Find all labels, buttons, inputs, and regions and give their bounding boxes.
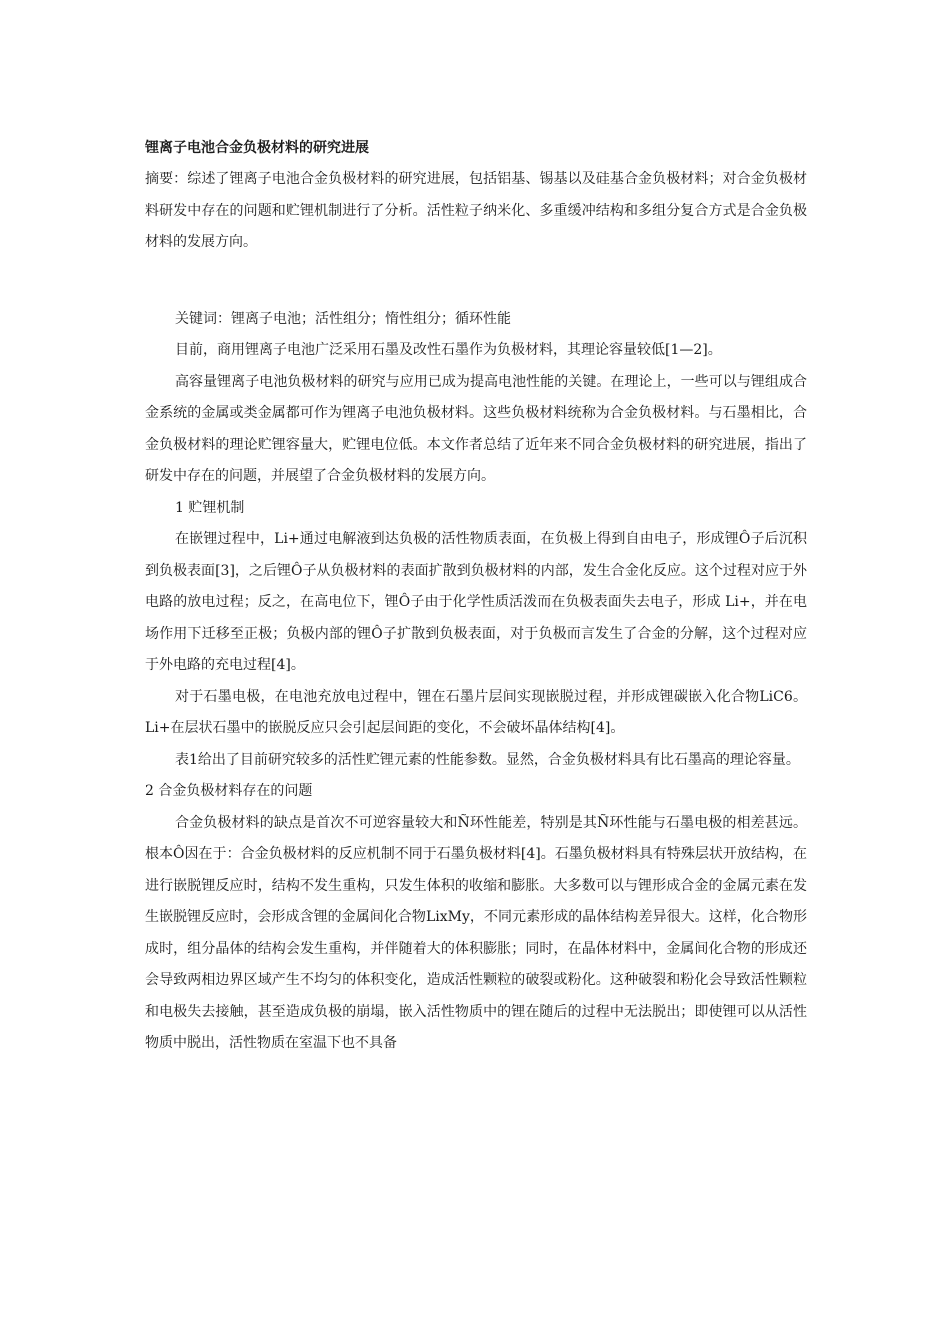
document-title: 锂离子电池合金负极材料的研究进展: [145, 140, 369, 156]
section-heading-problems: 2 合金负极材料存在的问题: [145, 783, 313, 799]
paragraph-intro: 目前，商用锂离子电池广泛采用石墨及改性石墨作为负极材料，其理论容量较低[1—2]。: [175, 342, 722, 358]
paragraph-graphite: 对于石墨电极，在电池充放电过程中，锂在石墨片层间实现嵌脱过程，并形成锂碳嵌入化合物LiC6。Li+在层状石墨中的嵌脱反应只会引起层间距的变化，不会破坏晶体结构[4]。: [145, 688, 807, 736]
section-heading-storage-mechanism: 1 贮锂机制: [175, 499, 245, 516]
paragraph-table-ref: 表1给出了目前研究较多的活性贮锂元素的性能参数。显然，合金负极材料具有比石墨高的理论容量。: [175, 751, 800, 768]
document-page: [145, 138, 807, 1060]
keywords-line: 关键词：锂离子电池；活性组分；惰性组分；循环性能: [175, 310, 511, 327]
paragraph-lithiation: 在嵌锂过程中，Li+通过电解液到达负极的活性物质表面，在负极上得到自由电子，形成锂Ô子后沉积到负极表面[3]，之后锂Ô子从负极材料的表面扩散到负极材料的内部，发生合金化反应。这个过程对应于外电路的放电过程；反之，在高电位下，锂Ô子由于化学性质活泼而在负极表面失去电子，形成 Li+，并在电场作用下迁移至正极；负极内部的锂Ô子扩散到负极表面，对于负极而言发生了合金的分解，这个过程对应于外电路的充电过程[4]。: [145, 531, 807, 673]
paragraph-background: 高容量锂离子电池负极材料的研究与应用已成为提高电池性能的关键。在理论上，一些可以与锂组成合金系统的金属或类金属都可作为锂离子电池负极材料。这些负极材料统称为合金负极材料。与石墨相比，合金负极材料的理论贮锂容量大，贮锂电位低。本文作者总结了近年来不同合金负极材料的研究进展，指出了研发中存在的问题，并展望了合金负极材料的发展方向。: [145, 373, 807, 484]
abstract-paragraph: 摘要：综述了锂离子电池合金负极材料的研究进展，包括铝基、锡基以及硅基合金负极材料；对合金负极材料研发中存在的问题和贮锂机制进行了分析。活性粒子纳米化、多重缓冲结构和多组分复合方式是合金负极材料的发展方向。: [145, 171, 807, 250]
paragraph-problems: 合金负极材料的缺点是首次不可逆容量较大和Ñ环性能差，特别是其Ñ环性能与石墨电极的相差甚远。根本Ô因在于：合金负极材料的反应机制不同于石墨负极材料[4]。石墨负极材料具有特殊层状开放结构，在进行嵌脱锂反应时，结构不发生重构，只发生体积的收缩和膨胀。大多数可以与锂形成合金的金属元素在发生嵌脱锂反应时，会形成含锂的金属间化合物LixMy，不同元素形成的晶体结构差异很大。这样，化合物形成时，组分晶体的结构会发生重构，并伴随着大的体积膨胀；同时，在晶体材料中，金属间化合物的形成还会导致两相边界区域产生不均匀的体积变化，造成活性颗粒的破裂或粉化。这种破裂和粉化会导致活性颗粒和电极失去接触，甚至造成负极的崩塌，嵌入活性物质中的锂在随后的过程中无法脱出；即使锂可以从活性物质中脱出，活性物质在室温下也不具备: [145, 814, 807, 1051]
